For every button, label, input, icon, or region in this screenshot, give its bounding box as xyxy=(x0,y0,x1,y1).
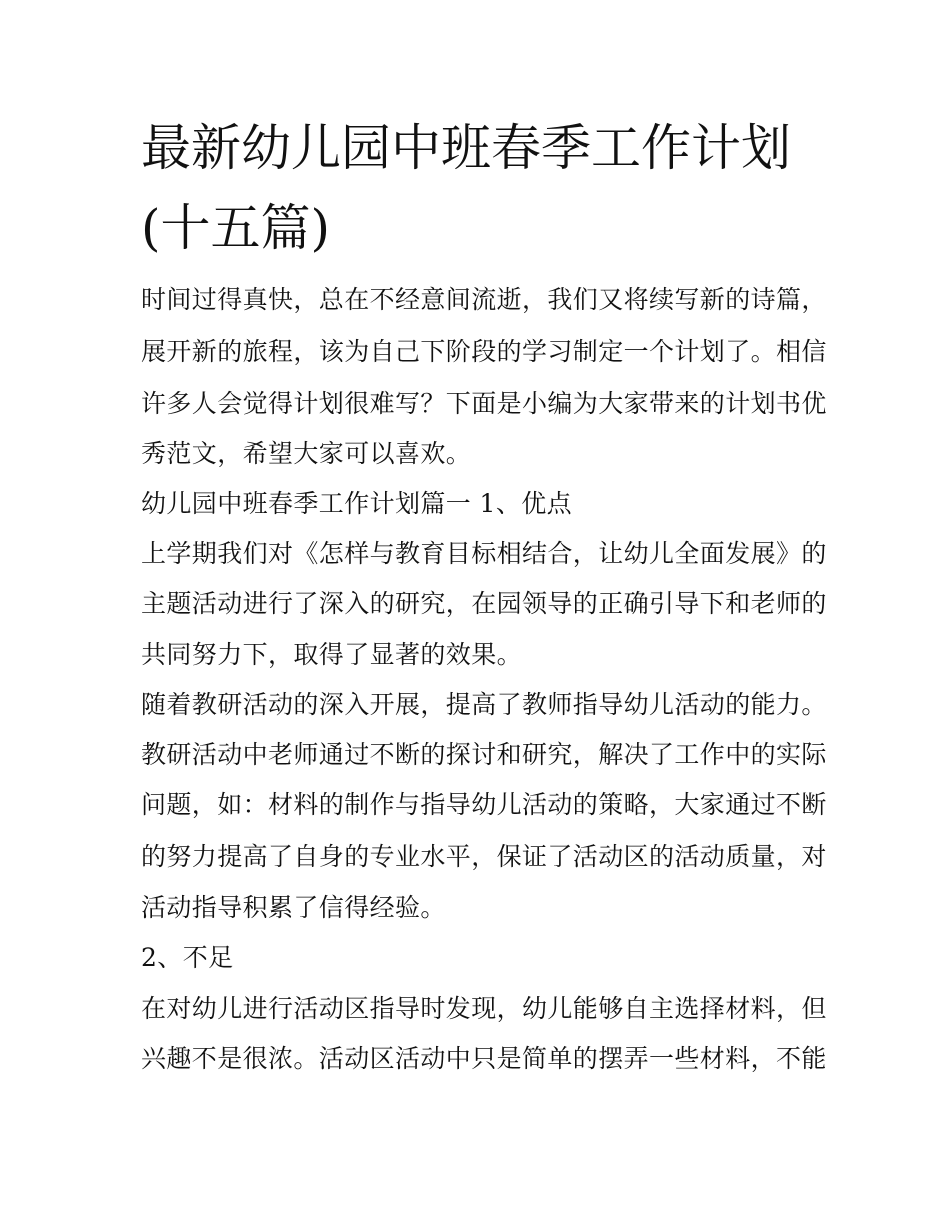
paragraph-line: 时间过得真快，总在不经意间流逝，我们又将续写新的诗篇， xyxy=(141,285,827,314)
paragraph-line: 的努力提高了自身的专业水平，保证了活动区的活动质量，对 xyxy=(141,842,827,871)
paragraph-line: 许多人会觉得计划很难写？下面是小编为大家带来的计划书优 xyxy=(141,389,827,418)
section-heading: 幼儿园中班春季工作计划篇一 1、优点 xyxy=(141,489,573,518)
paragraph-line: 展开新的旅程，该为自己下阶段的学习制定一个计划了。相信 xyxy=(141,337,827,366)
paragraph-line: 活动指导积累了信得经验。 xyxy=(141,893,446,922)
paragraph-line: 主题活动进行了深入的研究，在园领导的正确引导下和老师的 xyxy=(141,589,827,618)
paragraph-line: 随着教研活动的深入开展，提高了教师指导幼儿活动的能力。 xyxy=(141,690,827,719)
paragraph-line: 教研活动中老师通过不断的探讨和研究，解决了工作中的实际 xyxy=(141,740,827,769)
document-title-line-1: 最新幼儿园中班春季工作计划 xyxy=(141,119,791,177)
paragraph-line: 在对幼儿进行活动区指导时发现，幼儿能够自主选择材料，但 xyxy=(141,994,827,1023)
paragraph-line: 上学期我们对《怎样与教育目标相结合，让幼儿全面发展》的 xyxy=(141,539,827,568)
paragraph-line: 共同努力下，取得了显著的效果。 xyxy=(141,640,523,669)
paragraph-line: 秀范文，希望大家可以喜欢。 xyxy=(141,439,472,468)
paragraph-line: 兴趣不是很浓。活动区活动中只是简单的摆弄一些材料，不能 xyxy=(141,1044,827,1073)
section-heading: 2、不足 xyxy=(141,943,234,972)
document-title-line-2: (十五篇) xyxy=(141,199,331,257)
paragraph-line: 问题，如：材料的制作与指导幼儿活动的策略，大家通过不断 xyxy=(141,790,827,819)
